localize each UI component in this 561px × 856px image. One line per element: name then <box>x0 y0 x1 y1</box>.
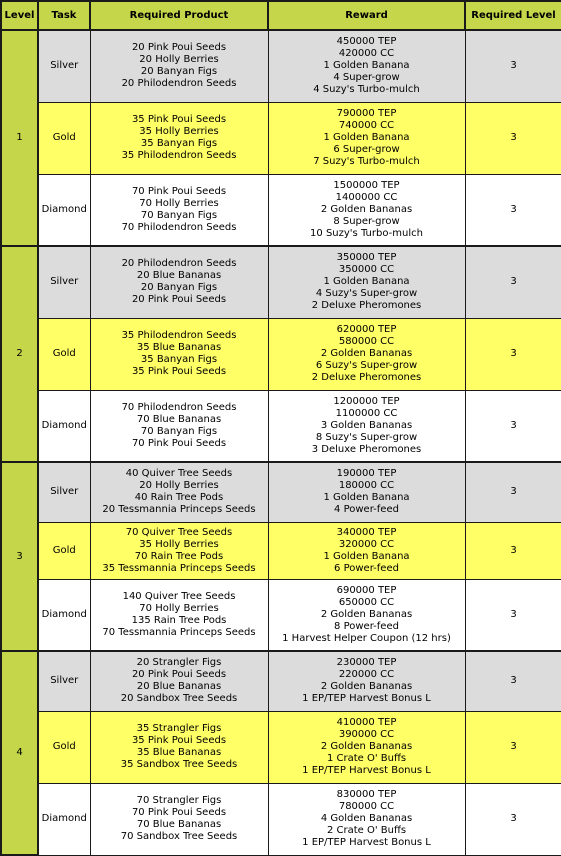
product-line: 35 Blue Bananas <box>136 342 222 353</box>
required-product-cell <box>90 522 268 579</box>
reward-line: 790000 TEP <box>336 108 397 119</box>
product-line: 20 Pink Poui Seeds <box>131 42 227 54</box>
task-cell: Silver <box>38 30 90 102</box>
reward-line: 1 Golden Banana <box>323 492 410 504</box>
required-level-cell: 3 <box>465 102 561 174</box>
task-cell: Diamond <box>38 174 90 246</box>
product-line: 40 Quiver Tree Seeds <box>125 468 233 480</box>
reward-line: 8 Super-grow <box>333 215 400 227</box>
required-product-cell <box>90 651 268 711</box>
reward-cell <box>268 711 465 783</box>
reward-line: 320000 CC <box>338 538 395 550</box>
table-row <box>1 174 561 246</box>
product-line: 35 Banyan Figs <box>140 354 218 365</box>
level-cell: 4 <box>1 651 38 855</box>
table-row <box>1 30 561 102</box>
required-level-cell: 3 <box>465 246 561 318</box>
reward-line: 420000 CC <box>338 48 395 60</box>
product-line: 20 Holly Berries <box>139 480 219 492</box>
table-row <box>1 318 561 390</box>
product-line: 70 Blue Bananas <box>136 413 222 425</box>
reward-line: 4 Suzy's Super-grow <box>315 288 418 300</box>
required-product-cell <box>90 783 268 855</box>
reward-line: 2 Golden Bananas <box>320 203 413 215</box>
required-level-cell: 3 <box>465 711 561 783</box>
required-product-cell <box>90 174 268 246</box>
product-line: 70 Blue Bananas <box>136 819 222 830</box>
required-product-cell <box>90 102 268 174</box>
product-line: 20 Philodendron Seeds <box>121 78 237 90</box>
task-cell: Gold <box>38 522 90 579</box>
product-line: 70 Philodendron Seeds <box>121 401 237 413</box>
product-line: 70 Rain Tree Pods <box>134 550 224 562</box>
reward-line: 1100000 CC <box>335 407 398 419</box>
product-line: 140 Quiver Tree Seeds <box>122 590 236 602</box>
reward-line: 830000 TEP <box>336 789 397 800</box>
task-cell: Gold <box>38 318 90 390</box>
required-level-cell: 3 <box>465 579 561 651</box>
reward-line: 780000 CC <box>338 801 395 812</box>
header-row <box>1 1 561 30</box>
required-product-cell <box>90 318 268 390</box>
reward-line: 1 Golden Banana <box>323 132 410 143</box>
reward-line: 1 Harvest Helper Coupon (12 hrs) <box>282 632 451 644</box>
required-product-cell <box>90 579 268 651</box>
table-row <box>1 711 561 783</box>
product-line: 20 Pink Poui Seeds <box>131 294 227 306</box>
required-level-cell: 3 <box>465 30 561 102</box>
product-line: 20 Banyan Figs <box>140 66 218 78</box>
reward-line: 4 Golden Bananas <box>320 813 413 824</box>
reward-cell <box>268 30 465 102</box>
product-line: 20 Blue Bananas <box>136 681 222 693</box>
reward-line: 410000 TEP <box>336 717 397 728</box>
header-required-level: Required Level <box>465 1 561 30</box>
reward-line: 350000 TEP <box>336 252 397 264</box>
reward-line: 180000 CC <box>338 480 395 492</box>
product-line: 35 Tessmannia Princeps Seeds <box>102 562 256 574</box>
table-row <box>1 522 561 579</box>
reward-line: 1 Crate O' Buffs <box>326 753 407 764</box>
required-product-cell <box>90 711 268 783</box>
reward-cell <box>268 174 465 246</box>
reward-line: 6 Power-feed <box>334 562 399 574</box>
header-task: Task <box>38 1 90 30</box>
product-line: 20 Banyan Figs <box>140 282 218 294</box>
required-product-cell <box>90 462 268 522</box>
product-line: 35 Banyan Figs <box>140 138 218 149</box>
reward-line: 340000 TEP <box>336 526 397 538</box>
reward-line: 580000 CC <box>338 336 395 347</box>
product-line: 35 Philodendron Seeds <box>121 150 237 161</box>
product-line: 20 Holly Berries <box>139 54 219 66</box>
required-product-cell <box>90 30 268 102</box>
task-cell: Diamond <box>38 390 90 462</box>
product-line: 135 Rain Tree Pods <box>131 614 227 626</box>
reward-line: 10 Suzy's Turbo-mulch <box>310 227 423 239</box>
required-level-cell: 3 <box>465 174 561 246</box>
product-line: 20 Blue Bananas <box>136 270 222 282</box>
product-line: 70 Pink Poui Seeds <box>131 807 227 818</box>
reward-cell <box>268 390 465 462</box>
reward-line: 690000 TEP <box>336 584 397 596</box>
reward-line: 740000 CC <box>338 120 395 131</box>
task-cell: Silver <box>38 246 90 318</box>
level-cell: 2 <box>1 246 38 462</box>
reward-line: 650000 CC <box>338 596 395 608</box>
task-cell: Silver <box>38 651 90 711</box>
required-level-cell: 3 <box>465 651 561 711</box>
reward-line: 1500000 TEP <box>333 179 400 191</box>
reward-line: 6 Suzy's Super-grow <box>315 360 418 371</box>
reward-line: 1 Golden Banana <box>323 276 410 288</box>
reward-line: 2 Golden Bananas <box>320 681 413 693</box>
task-cell: Diamond <box>38 579 90 651</box>
product-line: 35 Pink Poui Seeds <box>131 366 227 377</box>
reward-line: 7 Suzy's Turbo-mulch <box>313 156 420 167</box>
product-line: 70 Strangler Figs <box>136 795 222 806</box>
reward-cell <box>268 651 465 711</box>
product-line: 70 Banyan Figs <box>140 209 218 221</box>
reward-line: 6 Super-grow <box>333 144 400 155</box>
reward-cell <box>268 462 465 522</box>
reward-line: 4 Suzy's Turbo-mulch <box>313 84 420 96</box>
reward-line: 2 Golden Bananas <box>320 608 413 620</box>
reward-line: 4 Super-grow <box>333 72 400 84</box>
product-line: 70 Philodendron Seeds <box>121 221 237 233</box>
reward-line: 190000 TEP <box>336 468 397 480</box>
table-row <box>1 579 561 651</box>
reward-line: 1200000 TEP <box>333 395 400 407</box>
reward-line: 390000 CC <box>338 729 395 740</box>
table-row <box>1 102 561 174</box>
reward-line: 2 Deluxe Pheromones <box>311 300 422 312</box>
reward-line: 230000 TEP <box>336 657 397 669</box>
reward-cell <box>268 246 465 318</box>
reward-cell <box>268 522 465 579</box>
task-cell: Gold <box>38 711 90 783</box>
reward-cell <box>268 579 465 651</box>
level-cell: 1 <box>1 30 38 246</box>
task-cell: Silver <box>38 462 90 522</box>
reward-line: 220000 CC <box>338 669 395 681</box>
reward-line: 2 Golden Bananas <box>320 741 413 752</box>
reward-line: 3 Golden Bananas <box>320 419 413 431</box>
table-row <box>1 246 561 318</box>
product-line: 70 Pink Poui Seeds <box>131 185 227 197</box>
required-level-cell: 3 <box>465 522 561 579</box>
reward-line: 1 EP/TEP Harvest Bonus L <box>302 837 431 848</box>
required-product-cell <box>90 246 268 318</box>
header-level: Level <box>1 1 38 30</box>
product-line: 70 Sandbox Tree Seeds <box>120 831 238 842</box>
header-required-product: Required Product <box>90 1 268 30</box>
product-line: 35 Strangler Figs <box>136 723 222 734</box>
table-row <box>1 651 561 711</box>
table-row <box>1 783 561 855</box>
product-line: 70 Banyan Figs <box>140 425 218 437</box>
reward-line: 1 EP/TEP Harvest Bonus L <box>302 765 431 776</box>
required-level-cell: 3 <box>465 318 561 390</box>
reward-line: 1400000 CC <box>335 191 398 203</box>
required-level-cell: 3 <box>465 783 561 855</box>
product-line: 35 Sandbox Tree Seeds <box>120 759 238 770</box>
reward-line: 2 Crate O' Buffs <box>326 825 407 836</box>
product-line: 20 Pink Poui Seeds <box>131 669 227 681</box>
reward-line: 8 Power-feed <box>334 620 399 632</box>
reward-line: 350000 CC <box>338 264 395 276</box>
reward-line: 1 Golden Banana <box>323 60 410 72</box>
reward-line: 1 Golden Banana <box>323 550 410 562</box>
task-cell: Diamond <box>38 783 90 855</box>
table-row <box>1 390 561 462</box>
reward-line: 1 EP/TEP Harvest Bonus L <box>302 693 431 705</box>
reward-line: 4 Power-feed <box>334 504 399 516</box>
required-level-cell: 3 <box>465 462 561 522</box>
product-line: 20 Strangler Figs <box>136 657 222 669</box>
reward-line: 8 Suzy's Super-grow <box>315 431 418 443</box>
reward-line: 620000 TEP <box>336 324 397 335</box>
reward-line: 450000 TEP <box>336 36 397 48</box>
product-line: 20 Tessmannia Princeps Seeds <box>102 504 256 516</box>
product-line: 35 Holly Berries <box>139 538 219 550</box>
product-line: 70 Holly Berries <box>139 197 219 209</box>
product-line: 35 Pink Poui Seeds <box>131 735 227 746</box>
required-product-cell <box>90 390 268 462</box>
reward-line: 3 Deluxe Pheromones <box>311 443 422 455</box>
product-line: 35 Holly Berries <box>139 126 219 137</box>
product-line: 20 Sandbox Tree Seeds <box>120 693 238 705</box>
product-line: 70 Holly Berries <box>139 602 219 614</box>
table-body <box>1 30 561 855</box>
product-line: 35 Pink Poui Seeds <box>131 114 227 125</box>
reward-cell <box>268 318 465 390</box>
reward-line: 2 Deluxe Pheromones <box>311 372 422 383</box>
task-cell: Gold <box>38 102 90 174</box>
product-line: 70 Tessmannia Princeps Seeds <box>102 626 256 638</box>
reward-line: 2 Golden Bananas <box>320 348 413 359</box>
header-reward: Reward <box>268 1 465 30</box>
product-line: 35 Blue Bananas <box>136 747 222 758</box>
required-level-cell: 3 <box>465 390 561 462</box>
product-line: 35 Philodendron Seeds <box>121 330 237 341</box>
product-line: 20 Philodendron Seeds <box>121 258 237 270</box>
reward-cell <box>268 783 465 855</box>
product-line: 40 Rain Tree Pods <box>134 492 224 504</box>
reward-cell <box>268 102 465 174</box>
product-line: 70 Pink Poui Seeds <box>131 437 227 449</box>
level-cell: 3 <box>1 462 38 651</box>
table-row <box>1 462 561 522</box>
product-line: 70 Quiver Tree Seeds <box>125 526 233 538</box>
